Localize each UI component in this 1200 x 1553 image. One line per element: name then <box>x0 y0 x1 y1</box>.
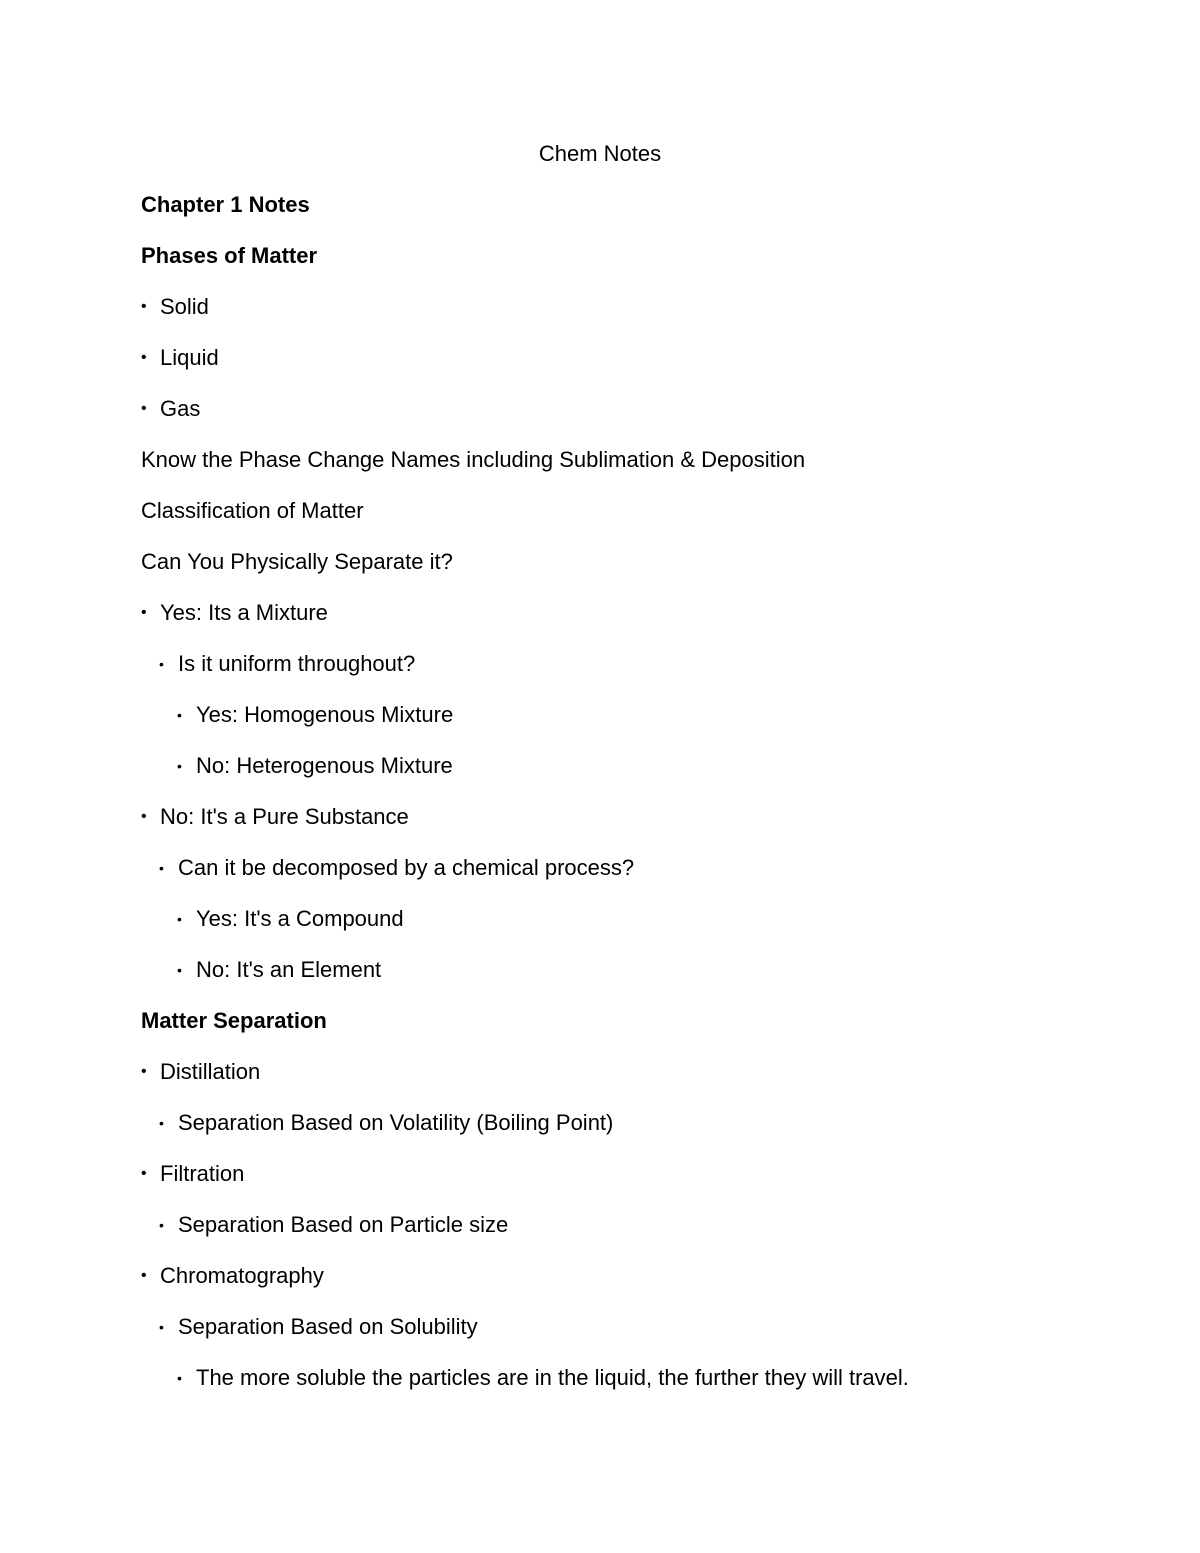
bullet-icon: • <box>177 1370 182 1386</box>
bullet-icon: • <box>177 962 182 978</box>
bullet-icon: • <box>141 400 147 417</box>
line-text: Yes: It's a Compound <box>196 906 404 931</box>
bullet-icon: • <box>141 1267 147 1284</box>
bullet-icon: • <box>159 1319 164 1335</box>
line-text: Know the Phase Change Names including Sublimation & Deposition <box>141 447 806 472</box>
line-text: Classification of Matter <box>141 498 364 523</box>
bullet-icon: • <box>141 1063 147 1080</box>
bullet-icon: • <box>141 808 147 825</box>
list-item-level-3 <box>141 1364 1101 1415</box>
line-text: Yes: Homogenous Mixture <box>196 702 454 727</box>
bullet-icon: • <box>159 1115 164 1131</box>
list-item-level-2 <box>141 650 1101 701</box>
list-item-level-1 <box>141 803 1101 854</box>
line-text: No: It's an Element <box>196 957 382 982</box>
line-text: No: Heterogenous Mixture <box>196 753 453 778</box>
line-text: Separation Based on Volatility (Boiling Point) <box>178 1110 614 1135</box>
line-text: Phases of Matter <box>141 243 318 268</box>
document-body <box>141 191 1101 1415</box>
paragraph <box>141 548 1101 599</box>
paragraph <box>141 446 1101 497</box>
line-text: Chromatography <box>160 1263 324 1288</box>
section-heading <box>141 1007 1101 1058</box>
bullet-icon: • <box>141 1165 147 1182</box>
list-item-level-1 <box>141 293 1101 344</box>
line-text: Filtration <box>160 1161 245 1186</box>
bullet-icon: • <box>141 298 147 315</box>
list-item-level-1 <box>141 344 1101 395</box>
line-text: Separation Based on Particle size <box>178 1212 509 1237</box>
line-text: No: It's a Pure Substance <box>160 804 409 829</box>
bullet-icon: • <box>159 860 164 876</box>
bullet-icon: • <box>177 707 182 723</box>
line-text: Can it be decomposed by a chemical process? <box>178 855 635 880</box>
line-text: Solid <box>160 294 209 319</box>
list-item-level-3 <box>141 956 1101 1007</box>
line-text: Chapter 1 Notes <box>141 192 310 217</box>
list-item-level-2 <box>141 854 1101 905</box>
paragraph <box>141 497 1101 548</box>
list-item-level-2 <box>141 1211 1101 1262</box>
line-text: Separation Based on Solubility <box>178 1314 478 1339</box>
line-text: Gas <box>160 396 201 421</box>
bullet-icon: • <box>141 349 147 366</box>
line-text: Matter Separation <box>141 1008 327 1033</box>
section-heading <box>141 242 1101 293</box>
list-item-level-1 <box>141 1160 1101 1211</box>
list-item-level-2 <box>141 1109 1101 1160</box>
list-item-level-3 <box>141 905 1101 956</box>
bullet-icon: • <box>159 1217 164 1233</box>
bullet-icon: • <box>177 758 182 774</box>
line-text: Yes: Its a Mixture <box>160 600 328 625</box>
bullet-icon: • <box>141 604 147 621</box>
line-text: Can You Physically Separate it? <box>141 549 453 574</box>
line-text: Is it uniform throughout? <box>178 651 416 676</box>
line-text: Liquid <box>160 345 219 370</box>
list-item-level-1 <box>141 1058 1101 1109</box>
bullet-icon: • <box>159 656 164 672</box>
list-item-level-2 <box>141 1313 1101 1364</box>
line-text: The more soluble the particles are in the liquid, the further they will travel. <box>196 1365 909 1390</box>
list-item-level-3 <box>141 701 1101 752</box>
line-text: Distillation <box>160 1059 261 1084</box>
list-item-level-1 <box>141 1262 1101 1313</box>
bullet-icon: • <box>177 911 182 927</box>
list-item-level-1 <box>141 599 1101 650</box>
list-item-level-3 <box>141 752 1101 803</box>
list-item-level-1 <box>141 395 1101 446</box>
section-heading <box>141 191 1101 242</box>
document-title: Chem Notes <box>538 141 662 166</box>
